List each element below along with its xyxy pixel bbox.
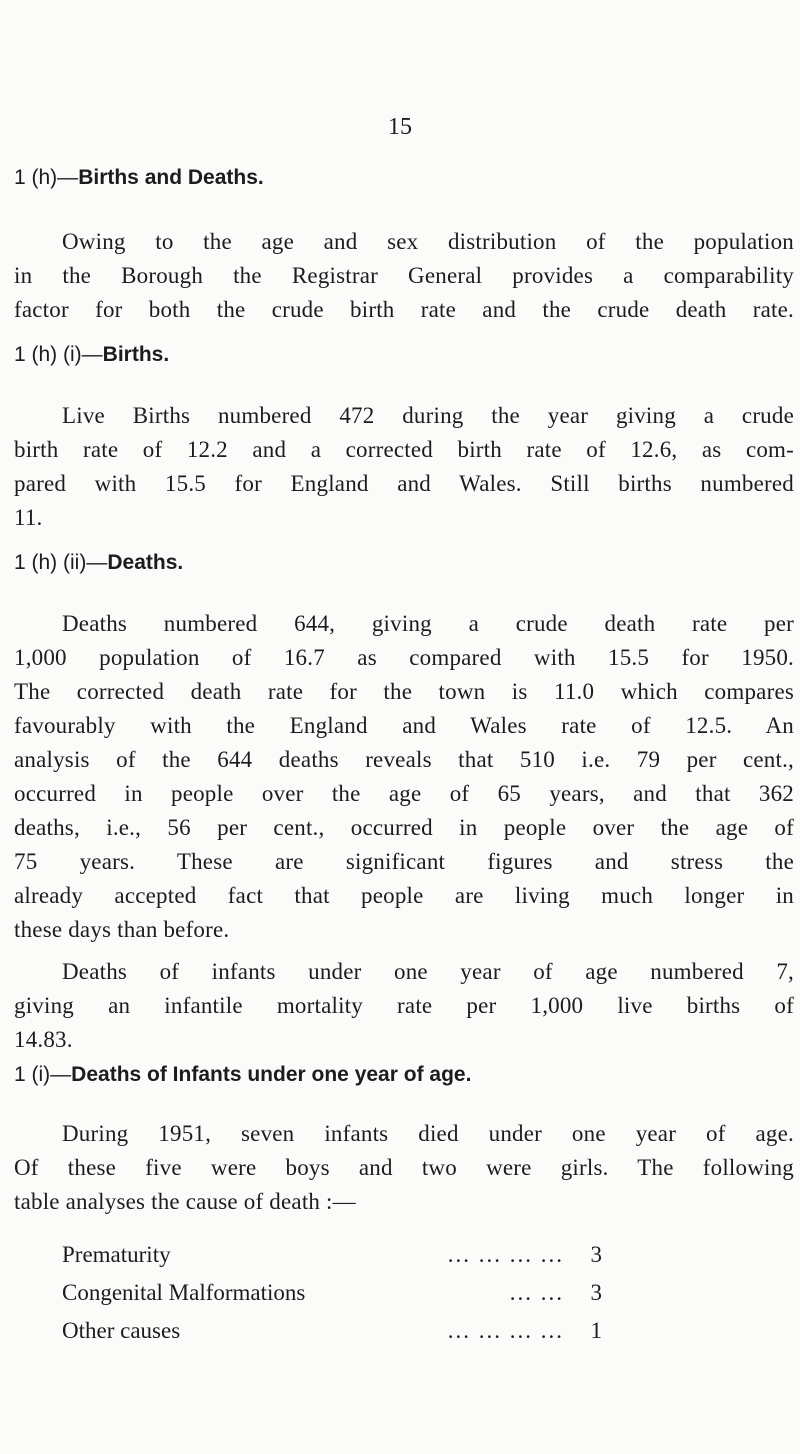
text-line: already accepted fact that people are living much longer in — [14, 883, 794, 908]
text-line: 14.83. — [14, 1027, 73, 1052]
cause-label: Other causes — [62, 1318, 181, 1343]
text-line: analysis of the 644 deaths reveals that 510 i.e. 79 per cent., — [14, 747, 794, 772]
text-line: these days than before. — [14, 917, 230, 942]
leader-dots: ... ... — [509, 1280, 564, 1305]
section-heading-births — [14, 343, 169, 367]
cause-count: 3 — [590, 1242, 602, 1267]
section-heading-infant-deaths — [14, 1063, 471, 1087]
table-row — [62, 1312, 602, 1350]
leader-dots: ... ... ... ... — [447, 1318, 564, 1343]
section-heading-births-and-deaths — [14, 166, 264, 190]
text-line: During 1951, seven infants died under one year of age. — [62, 1121, 794, 1146]
section-title: Births and Deaths. — [78, 166, 264, 189]
leader-dots: ... ... ... ... — [447, 1242, 564, 1267]
cause-of-death-table — [62, 1236, 602, 1350]
section-number: 1 (h) (ii)— — [14, 551, 108, 574]
text-line: Of these five were boys and two were girls. The following — [14, 1155, 794, 1180]
text-line: table analyses the cause of death :— — [14, 1189, 356, 1214]
cause-label: Congenital Malformations — [62, 1280, 306, 1305]
section-number: 1 (h)— — [14, 166, 79, 189]
cause-label: Prematurity — [62, 1242, 171, 1267]
text-line: Deaths numbered 644, giving a crude death rate per — [62, 611, 794, 636]
text-line: in the Borough the Registrar General provides a comparability — [14, 263, 794, 288]
paragraph-comparability — [14, 225, 794, 327]
text-line: 75 years. These are significant figures and stress the — [14, 849, 794, 874]
text-line: 1,000 population of 16.7 as compared with 15.5 for 1950. — [14, 645, 794, 670]
paragraph-infant-deaths — [14, 955, 794, 1057]
text-line: Live Births numbered 472 during the year giving a crude — [62, 403, 794, 428]
page-number: 15 — [388, 114, 412, 140]
paragraph-births — [14, 399, 794, 535]
text-line: Owing to the age and sex distribution of the population — [62, 229, 794, 254]
table-row — [62, 1274, 602, 1312]
text-line: occurred in people over the age of 65 years, and that 362 — [14, 781, 794, 806]
cause-count: 1 — [590, 1318, 602, 1343]
text-line: The corrected death rate for the town is 11.0 which compares — [14, 679, 794, 704]
text-line: deaths, i.e., 56 per cent., occurred in people over the age of — [14, 815, 794, 840]
paragraph-infant-causes — [14, 1117, 794, 1219]
section-title: Deaths. — [107, 551, 184, 574]
text-line: Deaths of infants under one year of age numbered 7, — [62, 959, 794, 984]
section-number: 1 (i)— — [14, 1063, 72, 1086]
section-title: Deaths of Infants under one year of age. — [71, 1063, 472, 1086]
table-row — [62, 1236, 602, 1274]
text-line: pared with 15.5 for England and Wales. Still births numbered — [14, 471, 794, 496]
paragraph-deaths — [14, 607, 794, 947]
cause-count: 3 — [590, 1280, 602, 1305]
text-line: birth rate of 12.2 and a corrected birth rate of 12.6, as com- — [14, 437, 794, 462]
section-title: Births. — [102, 343, 170, 366]
section-heading-deaths — [14, 551, 183, 575]
text-line: favourably with the England and Wales rate of 12.5. An — [14, 713, 794, 738]
text-line: factor for both the crude birth rate and the crude death rate. — [14, 297, 794, 322]
section-number: 1 (h) (i)— — [14, 343, 103, 366]
text-line: giving an infantile mortality rate per 1,000 live births of — [14, 993, 794, 1018]
text-line: 11. — [14, 505, 43, 530]
